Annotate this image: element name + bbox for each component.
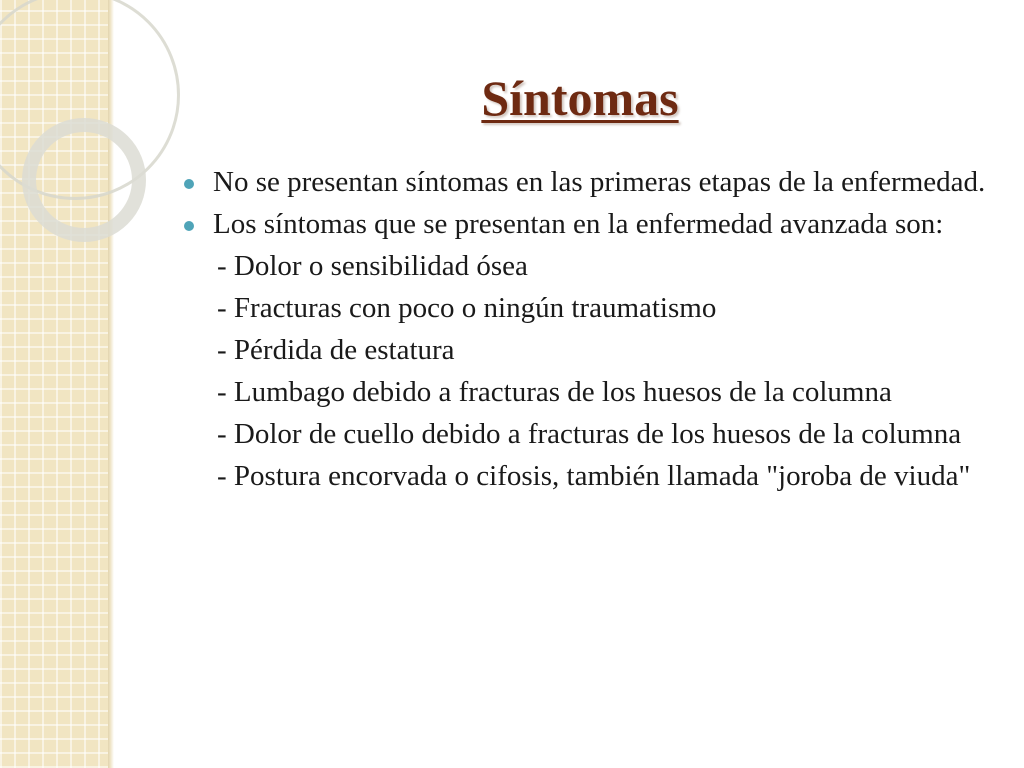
symptom-text: - Fracturas con poco o ningún traumatismo [217,292,717,324]
bullet-dot-icon [184,179,194,189]
slide-content [184,166,994,502]
bullet-item [184,208,994,240]
symptom-item [184,334,994,366]
symptom-text: - Postura encorvada o cifosis, también llamada "joroba de viuda" [217,460,971,492]
symptom-text: - Dolor de cuello debido a fracturas de los huesos de la columna [217,418,962,450]
bullet-item [184,166,994,198]
symptom-item [184,376,994,408]
bullet-text: Los síntomas que se presentan en la enfermedad avanzada son: [213,208,944,240]
symptom-item [184,250,994,282]
symptom-text: - Dolor o sensibilidad ósea [217,250,528,282]
decorative-ring-small [22,118,146,242]
slide-title: Síntomas [481,70,679,126]
symptom-item [184,418,994,450]
symptom-text: - Lumbago debido a fracturas de los huesos de la columna [217,376,892,408]
symptom-item [184,460,994,492]
bullet-dot-icon [184,221,194,231]
symptom-item [184,292,994,324]
symptom-text: - Pérdida de estatura [217,334,455,366]
bullet-text: No se presentan síntomas en las primeras etapas de la enfermedad. [213,166,986,198]
